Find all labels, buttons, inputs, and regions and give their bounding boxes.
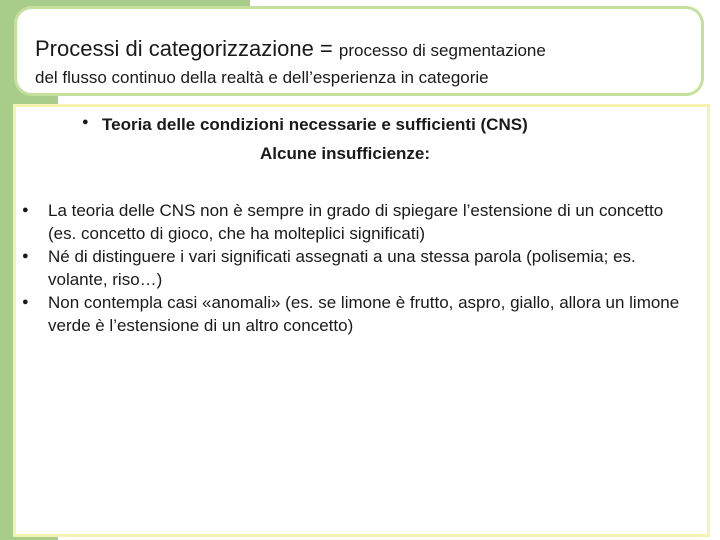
bullet-list [16,199,706,337]
list-item [16,245,706,291]
bullet-icon: ● [22,250,29,262]
content-heading-text: Teoria delle condizioni necessarie e sufficienti (CNS) [102,115,528,134]
bullet-icon: ● [22,204,29,216]
title-main-text: Processi di categorizzazione = [35,36,339,61]
content-subheading: Alcune insufficienze: [260,144,431,163]
title-second-line: del flusso continuo della realtà e dell’esperienza in categorie [35,68,489,87]
list-item [16,199,706,245]
content-heading [82,115,528,135]
bullet-text: Non contempla casi «anomali» (es. se limone è frutto, aspro, giallo, allora un limone verde è l’estensione di un altro concetto) [48,293,680,335]
slide-title [35,36,546,62]
slide-content-box [13,104,710,537]
title-sub-text: processo di segmentazione [338,41,546,60]
slide-title-box [14,6,704,96]
list-item [16,291,706,337]
bullet-text: La teoria delle CNS non è sempre in grado di spiegare l’estensione di un concetto (es. concetto di gioco, che ha molteplici significati) [48,201,664,243]
bullet-icon: ● [82,116,89,128]
bullet-icon: ● [22,296,29,308]
bullet-text: Né di distinguere i vari significati assegnati a una stessa parola (polisemia; es. volante, riso…) [48,247,636,289]
